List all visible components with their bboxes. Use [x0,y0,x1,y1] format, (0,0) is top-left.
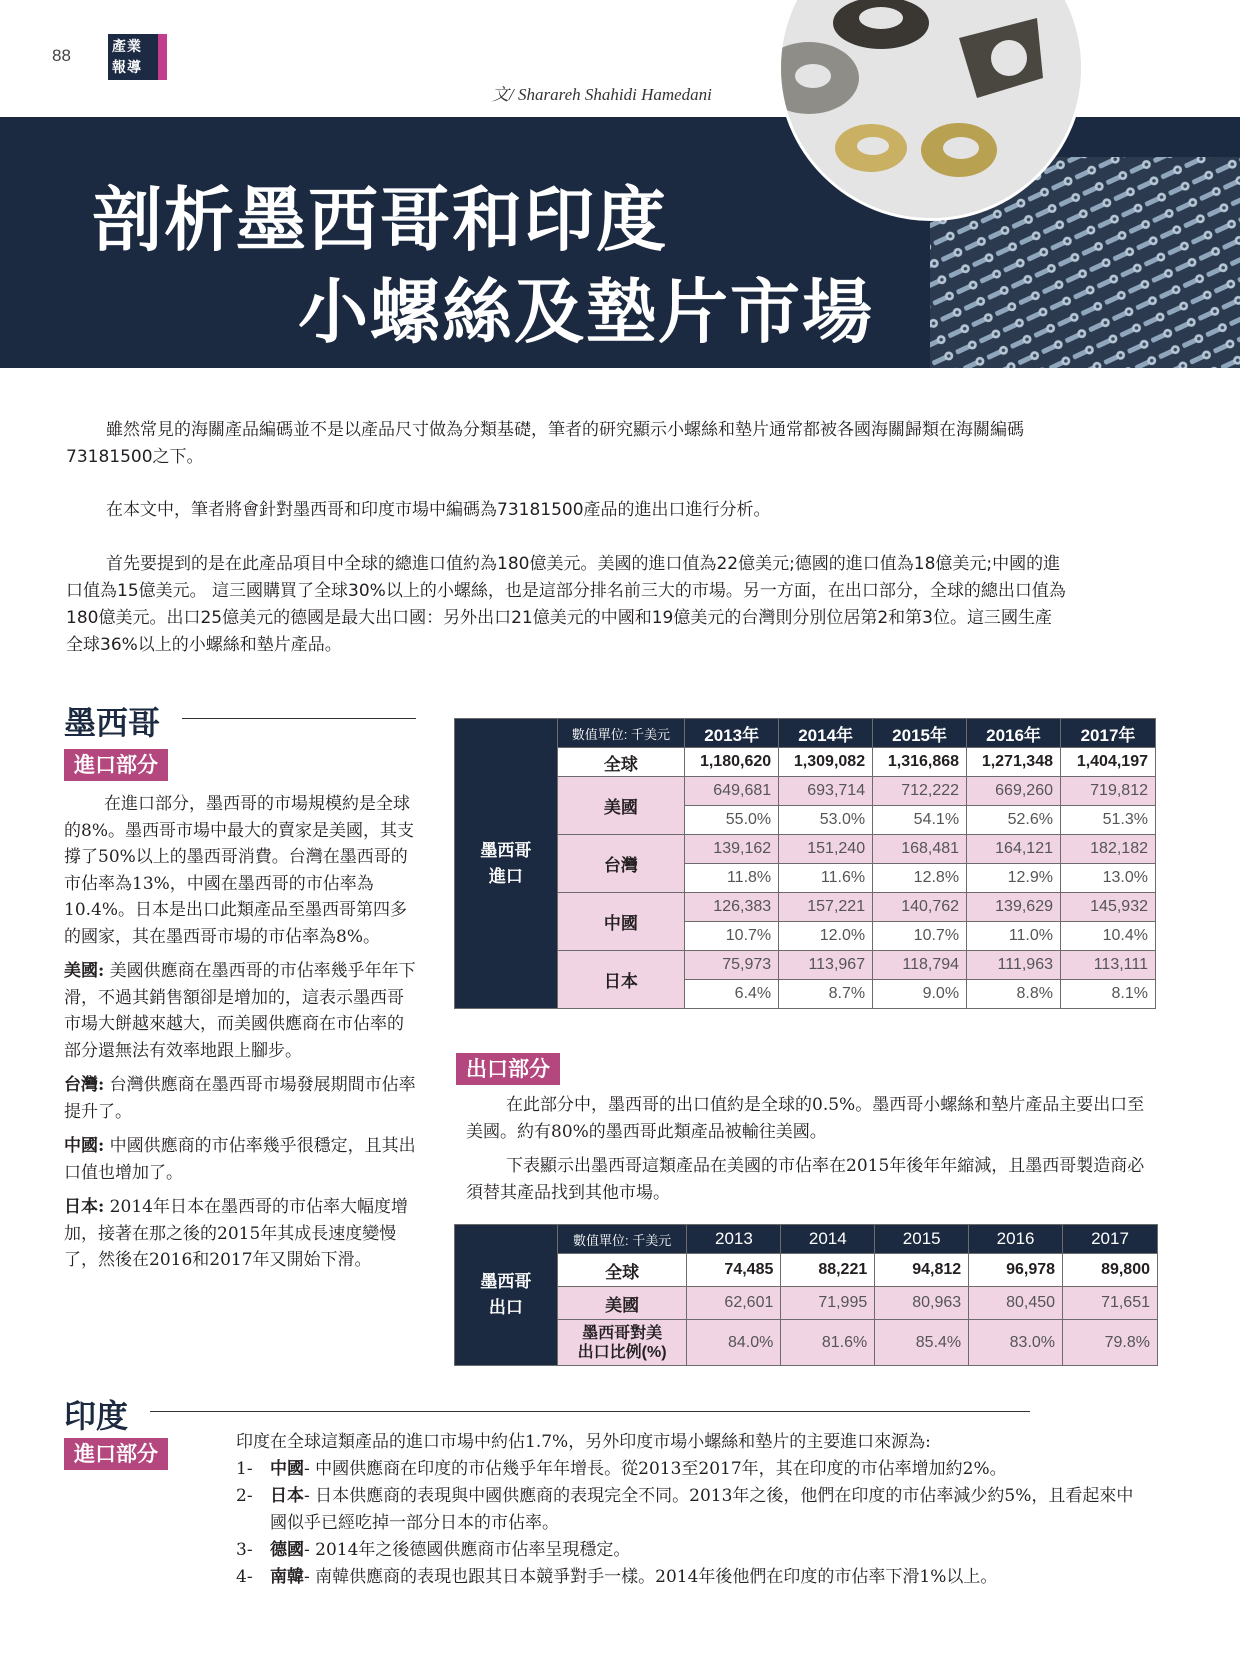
title-line-2: 小螺絲及墊片市場 [298,270,874,353]
export-tag-mexico: 出口部分 [456,1053,560,1085]
table-row: 55.0% 53.0% 54.1% 52.6% 51.3% [455,806,1156,835]
unit-label: 數值單位: 千美元 [557,719,685,748]
table-row: 台灣 139,162 151,240 168,481 164,121 182,182 [455,835,1156,864]
year-header: 2013年 [685,719,779,748]
year-header: 2014年 [779,719,873,748]
export-table-side-label: 墨西哥 出口 [455,1225,558,1366]
label-us: 美國: [64,961,105,981]
year-header: 2016年 [967,719,1061,748]
import-table-side-label: 墨西哥 進口 [455,719,558,1009]
year-header: 2013 [687,1225,781,1254]
table-row: 墨西哥對美 出口比例(%) 84.0% 81.6% 85.4% 83.0% 79.8% [455,1320,1158,1366]
list-item: 4- 南韓- 南韓供應商的表現也跟其日本競爭對手一樣。2014年後他們在印度的市佔率下滑1%以上。 [236,1567,998,1587]
table-row-total: 全球 74,485 88,221 94,812 96,978 89,800 [455,1254,1158,1287]
section-rule [182,718,416,719]
list-item: 3- 德國- 2014年之後德國供應商市佔率呈現穩定。 [236,1540,631,1560]
mexico-export-table [454,1224,1158,1366]
table-row: 11.8% 11.6% 12.8% 12.9% 13.0% [455,864,1156,893]
intro-paragraph-2: 在本文中，筆者將會針對墨西哥和印度市場中編碼為73181500產品的進出口進行分析。 [106,500,771,520]
table-row: 美國 649,681 693,714 712,222 669,260 719,812 [455,777,1156,806]
year-header: 2017 [1063,1225,1158,1254]
year-header: 2014 [781,1225,875,1254]
page-number: 88 [52,46,71,65]
import-tag-india: 進口部分 [64,1438,168,1470]
table-row: 10.7% 12.0% 10.7% 11.0% 10.4% [455,922,1156,951]
list-item: 2- 日本- 日本供應商的表現與中國供應商的表現完全不同。2013年之後，他們在印度的市佔率減少約5%，且看起來中國似乎已經吃掉一部分日本的市佔率。 [236,1486,1134,1533]
mexico-import-table [454,718,1156,1009]
intro-paragraph-1: 雖然常見的海關產品編碼並不是以產品尺寸做為分類基礎，筆者的研究顯示小螺絲和墊片通常都被各國海關歸類在海關編碼73181500之下。 [66,420,1024,467]
label-tw: 台灣: [64,1075,105,1095]
table-row-total: 全球 1,180,620 1,309,082 1,316,868 1,271,348 1,404,197 [455,748,1156,777]
india-import-list [236,1456,1136,1591]
year-header: 2015年 [873,719,967,748]
label-jp: 日本: [64,1197,105,1217]
unit-label: 數值單位: 千美元 [557,1225,687,1254]
india-lead: 印度在全球這類產品的進口市場中約佔1.7%，另外印度市場小螺絲和墊片的主要進口來源為: [236,1432,931,1452]
table-row: 美國 62,601 71,995 80,963 80,450 71,651 [455,1287,1158,1320]
label-cn: 中國: [64,1136,105,1156]
section-heading-india: 印度 [64,1397,129,1435]
mexico-export-text: 在此部分中，墨西哥的出口值約是全球的0.5%。墨西哥小螺絲和墊片產品主要出口至美國。約有80%的墨西哥此類產品被輸往美國。 下表顯示出墨西哥這類產品在美國的市佔率在2015年後年年縮減，且墨西哥製造商必須替其產品找到其他市場。 [466,1095,1145,1203]
intro-paragraph-3: 首先要提到的是在此產品項目中全球的總進口值約為180億美元。美國的進口值為22億美元;德國的進口值為18億美元;中國的進口值為15億美元。 這三國購買了全球30%以上的小螺絲，也是這部分排名前三大的市場。另一方面，在出口部分，全球的總出口值為180億美元。出口25億美元的德國是最大出口國：另外出口21億美元的中國和19億美元的台灣則分別位居第2和第3位。這三國生產全球36%以上的小螺絲和墊片產品。 [66,554,1066,655]
category-badge: 產業報導 [108,34,158,80]
table-row: 6.4% 8.7% 9.0% 8.8% 8.1% [455,980,1156,1009]
year-header: 2017年 [1061,719,1156,748]
year-header: 2015 [875,1225,969,1254]
title-line-1: 剖析墨西哥和印度 [92,178,668,261]
author-byline: 文/ Sharareh Shahidi Hamedani [492,85,712,104]
section-rule [150,1411,1030,1412]
table-row: 日本 75,973 113,967 118,794 111,963 113,111 [455,951,1156,980]
year-header: 2016 [969,1225,1063,1254]
import-tag-mexico: 進口部分 [64,749,168,781]
table-row: 中國 126,383 157,221 140,762 139,629 145,932 [455,893,1156,922]
mexico-import-text: 在進口部分，墨西哥的市場規模約是全球的8%。墨西哥市場中最大的賣家是美國，其支撐了50%以上的墨西哥消費。台灣在墨西哥的市佔率為13%，中國在墨西哥的市佔率為10.4%。日本是出口此類產品至墨西哥第四多的國家，其在墨西哥市場的市佔率為8%。 美國: 美國供應商在墨西哥的市佔率幾乎年年下滑，不過其銷售額卻是增加的，這表示墨西哥市場大餅越來越大，而美國供應商在市佔率的部分還無法有效率地跟上腳步。 台灣: 台灣供應商在墨西哥市場發展期間市佔率提升了。 中國: 中國供應商的市佔率幾乎很穩定，且其出口值也增加了。 日本: 2014年日本在墨西哥的市佔率大幅度增加，接著在那之後的2015年其成長速度變慢了，然後在2016和2017年又開始下滑。 [64,794,416,1270]
section-heading-mexico: 墨西哥 [64,704,161,742]
list-item: 1- 中國- 中國供應商在印度的市佔幾乎年年增長。從2013至2017年，其在印度的市佔率增加約2%。 [236,1459,1007,1479]
